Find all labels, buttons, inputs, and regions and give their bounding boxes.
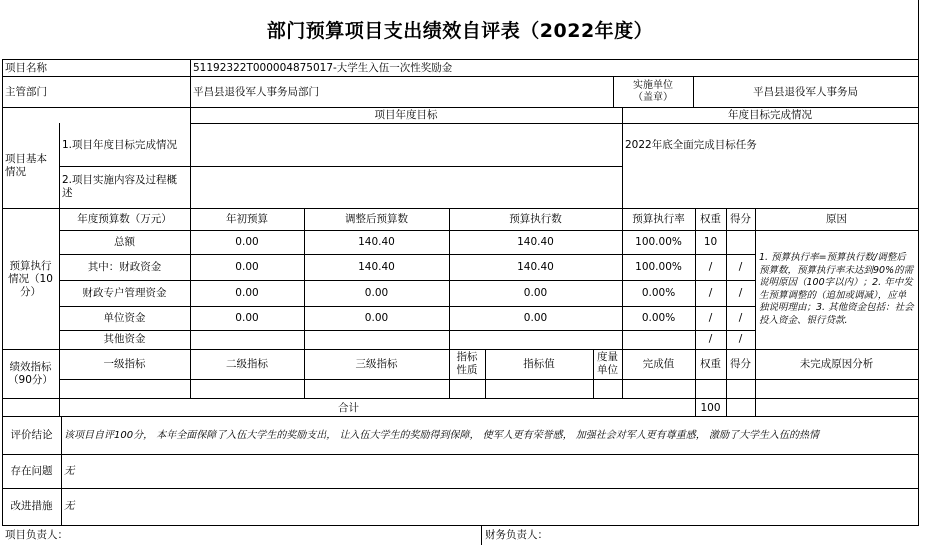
budget-row-score [726, 230, 755, 254]
completion-header: 年度目标完成情况 [728, 108, 812, 121]
budget-row-executed: 140.40 [517, 260, 554, 273]
measures-label: 改进措施 [10, 500, 53, 512]
budget-row-adjusted: 0.00 [364, 286, 389, 299]
budget-row-adjusted: 140.40 [358, 260, 395, 273]
budget-row-adjusted: 0.00 [364, 311, 389, 324]
budget-row-weight: / [708, 286, 713, 299]
project-lead-label: 项目负责人： [5, 528, 68, 541]
budget-row-rate: 100.00% [635, 235, 682, 248]
goal-header: 项目年度目标 [374, 108, 438, 121]
budget-row-executed: 0.00 [523, 311, 548, 324]
budget-row-weight: / [708, 333, 713, 345]
budget-row-score: / [738, 260, 743, 273]
budget-row-initial: 0.00 [235, 260, 259, 273]
problems-text: 无 [64, 464, 75, 477]
perf-header-value: 指标值 [523, 357, 555, 370]
measures-text: 无 [64, 500, 75, 512]
budget-row-score: / [738, 333, 743, 345]
budget-header-adjusted: 调整后预算数 [345, 213, 408, 225]
budget-row-adjusted: 140.40 [358, 235, 395, 248]
basic-row1-label: 1.项目年度目标完成情况 [62, 138, 178, 151]
perf-header-weight: 权重 [700, 357, 721, 370]
problems-label: 存在问题 [10, 464, 53, 477]
perf-header-actual: 完成值 [642, 357, 675, 370]
budget-row-score: / [738, 311, 743, 324]
budget-row-name: 其他资金 [103, 333, 146, 345]
budget-row-score: / [738, 286, 743, 299]
performance-label: 绩效指标（90分） [8, 361, 53, 386]
perf-header-level2: 二级指标 [226, 357, 268, 370]
budget-row-initial: 0.00 [235, 235, 259, 248]
dept-label: 主管部门 [5, 85, 47, 98]
budget-row-rate: 0.00% [641, 286, 676, 299]
budget-row-initial: 0.00 [235, 311, 259, 324]
perf-header-level1: 一级指标 [103, 357, 146, 370]
perf-header-level3: 三级指标 [355, 357, 398, 370]
budget-label: 预算执行情况（10分） [8, 259, 53, 298]
budget-row-rate: 0.00% [641, 311, 676, 324]
total-weight: 100 [700, 401, 721, 414]
conclusion-label: 评价结论 [10, 429, 53, 441]
conclusion-text: 该项目自评100分， 本年全面保障了入伍大学生的奖励支出， 让入伍大学生的奖励得到保障， 使军人更有荣誉感， 加强社会对军人更有尊重感， 激励了大学生入伍的热情 [64, 430, 819, 441]
budget-row-weight: / [708, 260, 713, 273]
budget-header-annual: 年度预算数（万元） [77, 213, 172, 225]
perf-header-nature: 指标性质 [456, 351, 478, 376]
budget-header-rate: 预算执行率 [632, 213, 685, 225]
budget-row-weight: 10 [703, 235, 718, 248]
project-name-value: 51192322T000004875017-大学生入伍一次性奖励金 [193, 61, 453, 74]
budget-row-name: 其中：财政资金 [87, 260, 162, 273]
budget-row-name: 总额 [114, 235, 135, 248]
budget-header-executed: 预算执行数 [509, 213, 562, 225]
budget-header-score: 得分 [730, 213, 751, 225]
budget-row-rate: 100.00% [635, 260, 682, 273]
basic-row1-completion: 2022年底全面完成目标任务 [625, 138, 757, 151]
budget-row-weight: / [708, 311, 713, 324]
project-name-label: 项目名称 [5, 61, 47, 74]
perf-header-unit: 度量单位 [597, 351, 618, 376]
basic-row2-label: 2.项目实施内容及过程概述 [62, 174, 178, 199]
budget-row-name: 单位资金 [103, 311, 146, 324]
finance-lead-label: 财务负责人： [485, 528, 548, 541]
budget-header-reason: 原因 [826, 213, 847, 225]
perf-header-score: 得分 [730, 357, 751, 370]
budget-header-weight: 权重 [700, 213, 721, 225]
perf-header-reason: 未完成原因分析 [799, 357, 874, 370]
budget-header-initial: 年初预算 [226, 213, 268, 225]
basic-label: 项目基本情况 [5, 153, 47, 178]
impl-unit-label: 实施单位 （盖章） [633, 80, 673, 103]
dept-value: 平昌县退役军人事务局部门 [193, 85, 319, 98]
budget-row-executed: 0.00 [523, 286, 548, 299]
total-label: 合计 [338, 401, 359, 414]
impl-unit-value: 平昌县退役军人事务局 [753, 85, 858, 98]
budget-row-initial: 0.00 [235, 286, 259, 299]
sheet-title: 部门预算项目支出绩效自评表（2022年度） [266, 19, 654, 42]
budget-row-executed: 140.40 [517, 235, 554, 248]
budget-row-name: 财政专户管理资金 [82, 286, 167, 299]
budget-reason-note: 1. 预算执行率=预算执行数/调整后预算数，预算执行率未达到90%的需说明原因（100字以内）；2. 年中发生预算调整的（追加或调减），应单独说明理由；3. 其他资金包括：社会投入资金、银行贷款. [759, 252, 914, 326]
